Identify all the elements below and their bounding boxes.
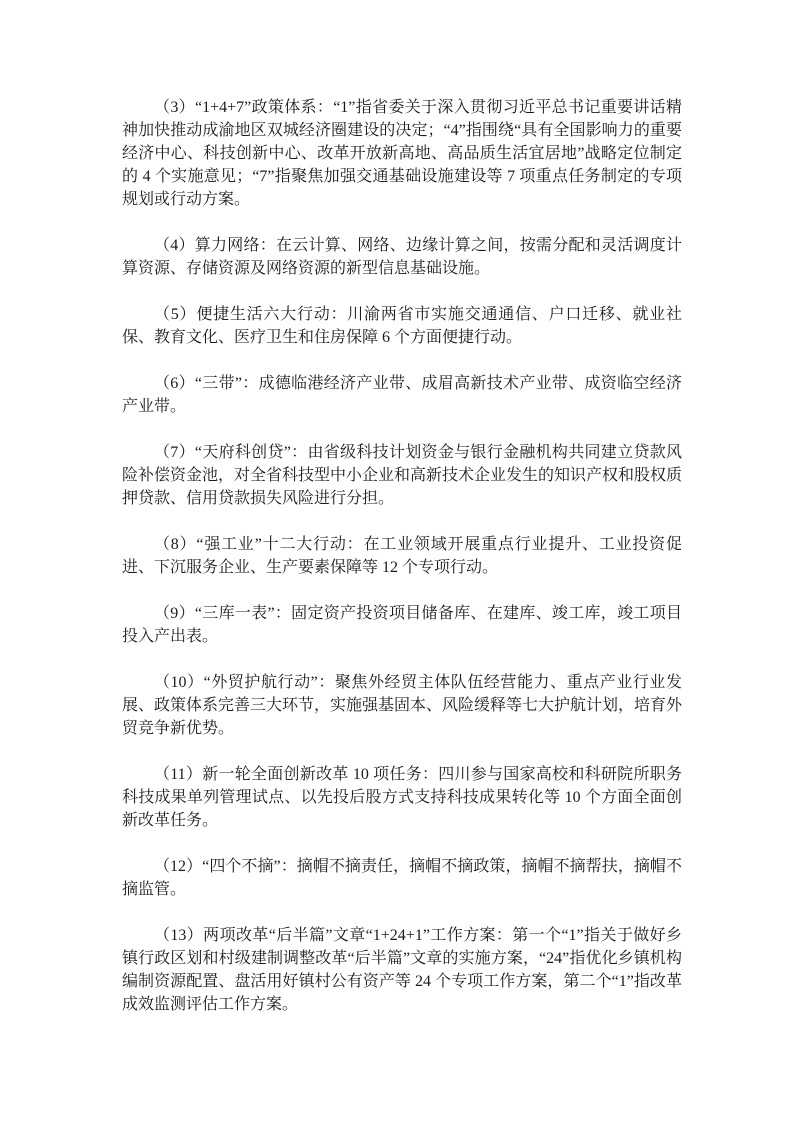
paragraph-6: （6）“三带”：成德临港经济产业带、成眉高新技术产业带、成资临空经济产业带。 bbox=[122, 375, 682, 415]
paragraph-10: （10）“外贸护航行动”：聚焦外经贸主体队伍经营能力、重点产业行业发展、政策体系完善三大环节，实施强基固本、风险缓释等七大护航计划，培育外贸竞争新优势。 bbox=[122, 674, 683, 737]
paragraph-4: （4）算力网络：在云计算、网络、边缘计算之间，按需分配和灵活调度计算资源、存储资源及网络资源的新型信息基础设施。 bbox=[122, 237, 682, 277]
paragraph-11: （11）新一轮全面创新改革 10 项任务：四川参与国家高校和科研院所职务科技成果单列管理试点、以先投后股方式支持科技成果转化等 10 个方面全面创新改革任务。 bbox=[122, 766, 682, 829]
paragraph-13: （13）两项改革“后半篇”文章“1+24+1”工作方案：第一个“1”指关于做好乡镇行政区划和村级建制调整改革“后半篇”文章的实施方案，“24”指优化乡镇机构编制资源配置、盘活用好镇村公有资产等 24 个专项工作方案，第二个“1”指改革成效监测评估工作方案。 bbox=[122, 927, 682, 1013]
paragraph-9: （9）“三库一表”：固定资产投资项目储备库、在建库、竣工库，竣工项目投入产出表。 bbox=[122, 605, 682, 645]
paragraph-5: （5）便捷生活六大行动：川渝两省市实施交通通信、户口迁移、就业社保、教育文化、医疗卫生和住房保障 6 个方面便捷行动。 bbox=[122, 306, 682, 346]
paragraph-7: （7）“天府科创贷”：由省级科技计划资金与银行金融机构共同建立贷款风险补偿资金池，对全省科技型中小企业和高新技术企业发生的知识产权和股权质押贷款、信用贷款损失风险进行分担。 bbox=[122, 444, 683, 507]
paragraph-8: （8）“强工业”十二大行动：在工业领域开展重点行业提升、工业投资促进、下沉服务企业、生产要素保障等 12 个专项行动。 bbox=[122, 536, 682, 576]
paragraph-12: （12）“四个不摘”：摘帽不摘责任，摘帽不摘政策，摘帽不摘帮扶，摘帽不摘监管。 bbox=[122, 858, 682, 898]
paragraph-3: （3）“1+4+7”政策体系：“1”指省委关于深入贯彻习近平总书记重要讲话精神加快推动成渝地区双城经济圈建设的决定；“4”指围绕“具有全国影响力的重要经济中心、科技创新中心、改革开放新高地、高品质生活宜居地”战略定位制定的 4 个实施意见；“7”指聚焦加强交通基础设施建设等 7 项重点任务制定的专项规划或行动方案。 bbox=[122, 99, 682, 208]
